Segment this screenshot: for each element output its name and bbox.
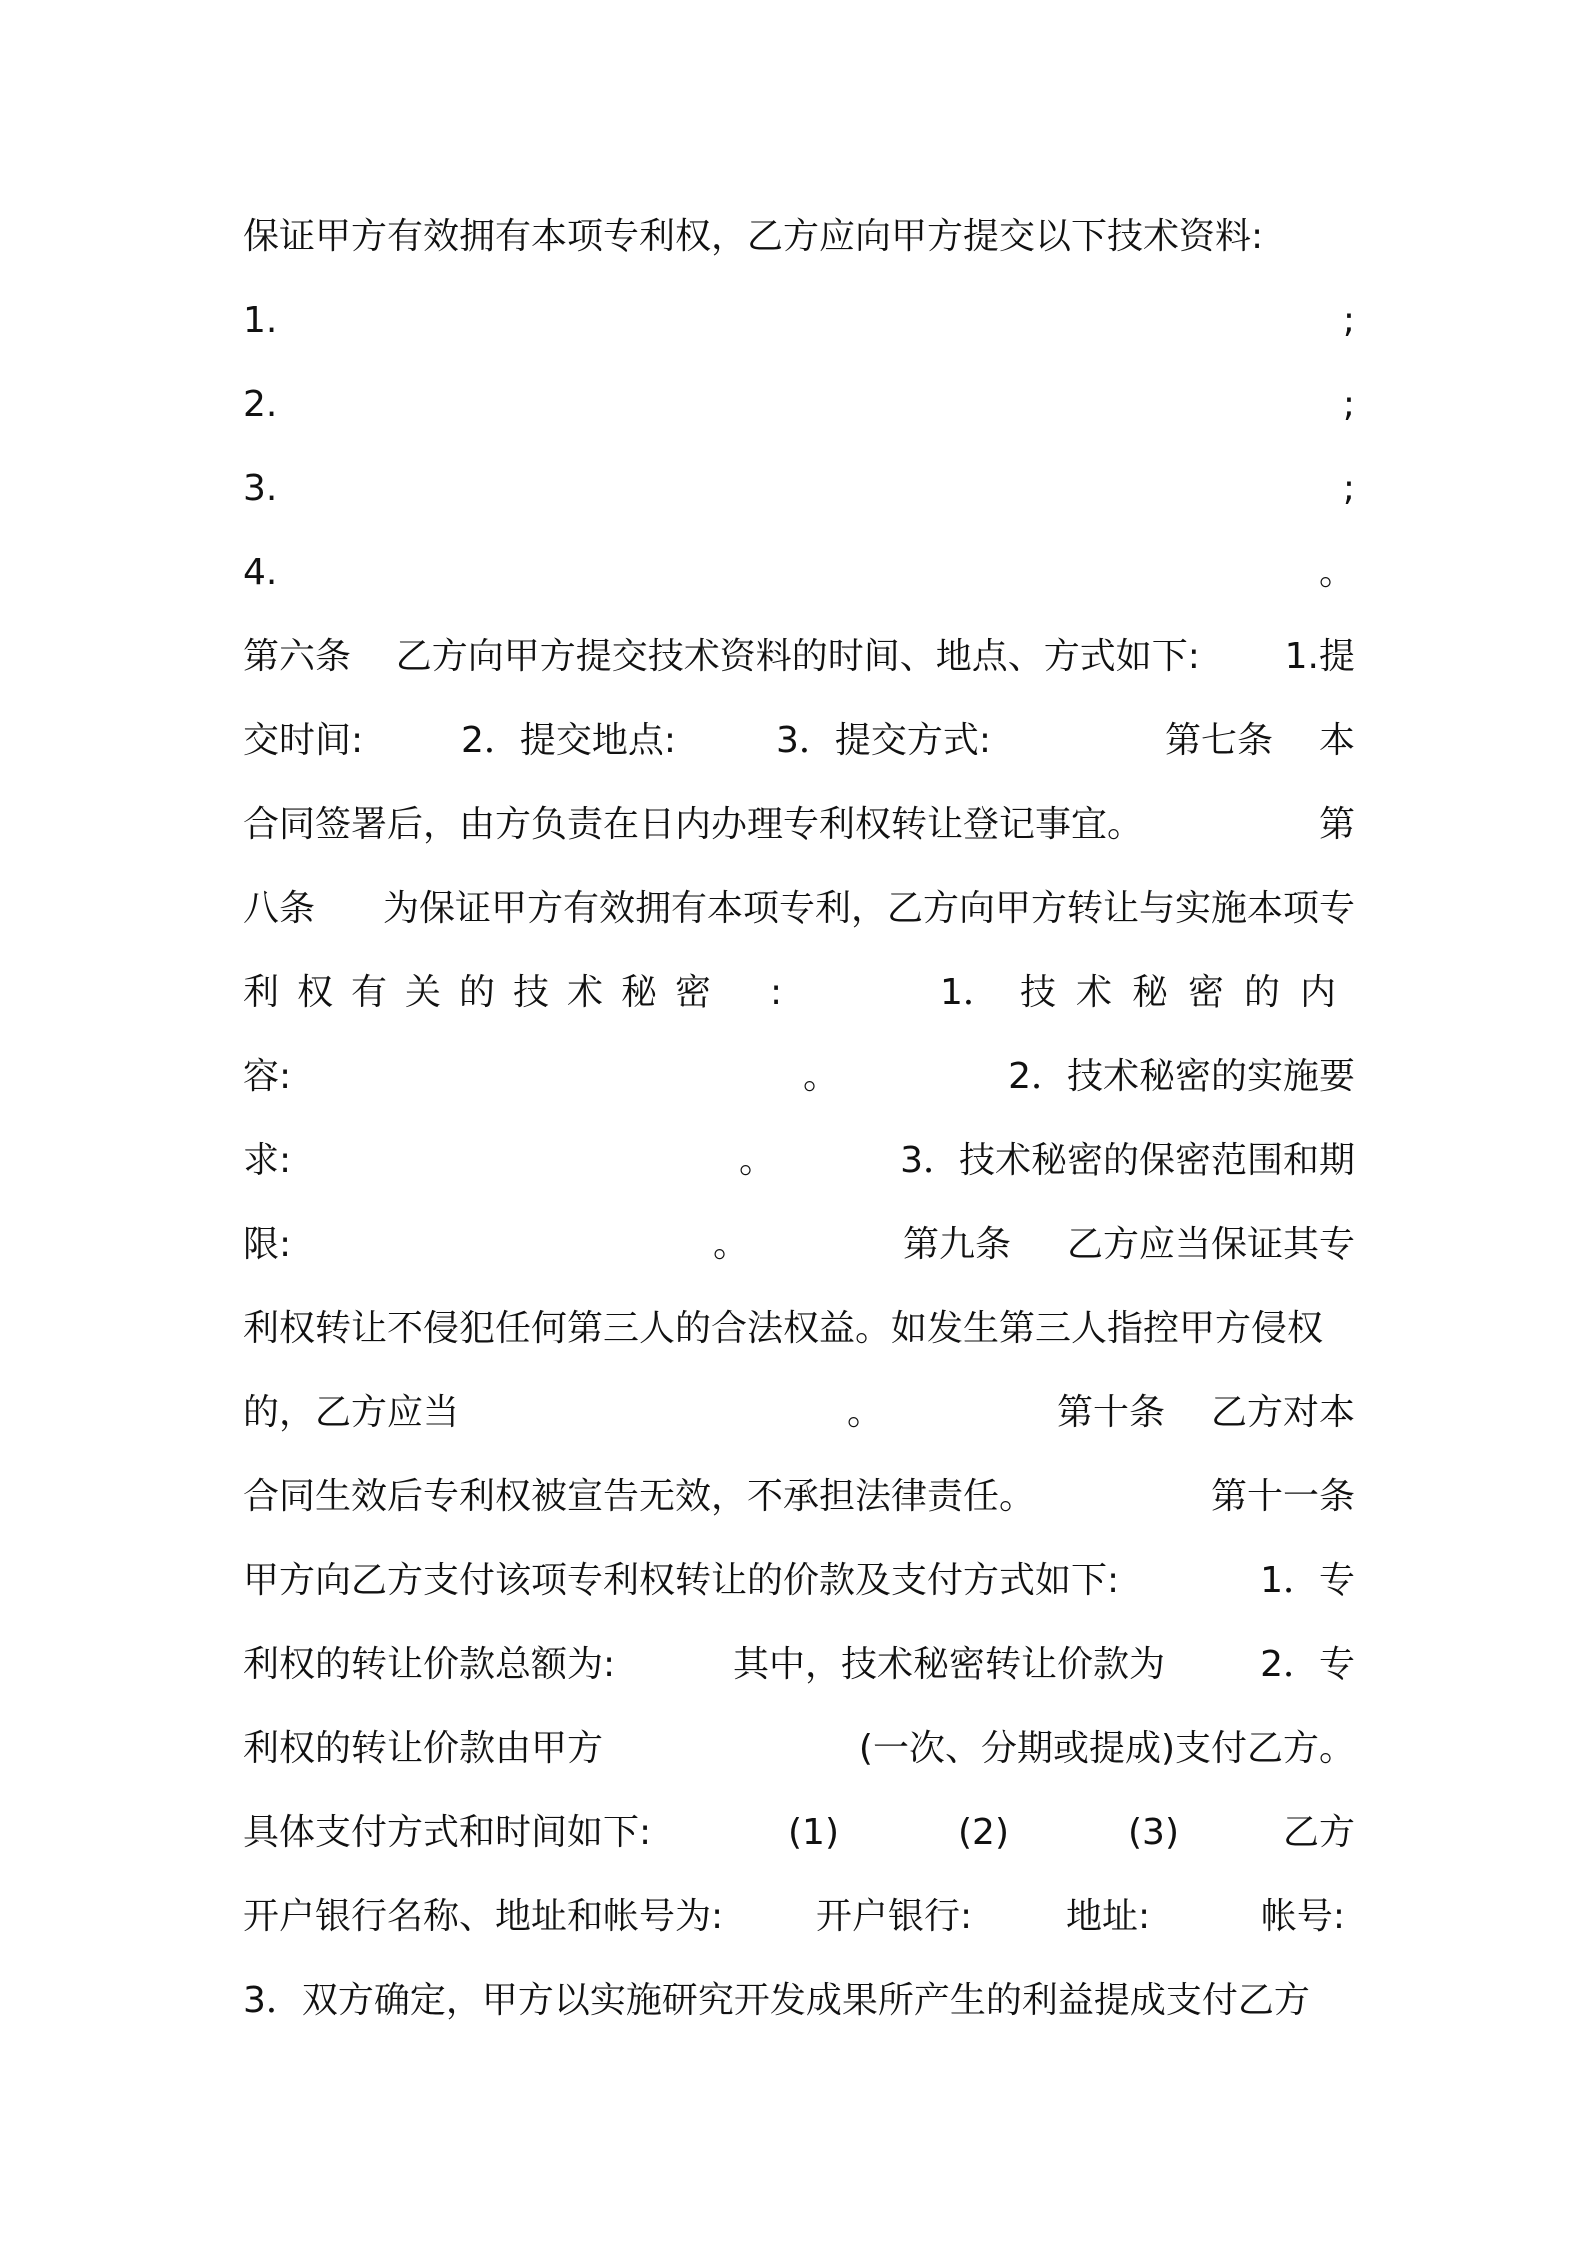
text-line bbox=[243, 1455, 1355, 1539]
text-segment: 的，乙方应当 bbox=[243, 1392, 460, 1433]
text-segment: 的 bbox=[459, 972, 496, 1013]
text-segment: 利权的转让价款总额为: bbox=[243, 1644, 616, 1685]
text-segment: 利 bbox=[243, 972, 280, 1013]
text-segment: 内 bbox=[1300, 972, 1337, 1013]
text-segment: 关 bbox=[405, 972, 442, 1013]
text-segment: 3．双方确定，甲方以实施研究开发成果所产生的利益提成支付乙方 bbox=[243, 1980, 1310, 2021]
list-item-number: 1. bbox=[243, 300, 278, 341]
text-segment: 具体支付方式和时间如下: bbox=[243, 1812, 652, 1853]
text-segment: 权 bbox=[297, 972, 334, 1013]
text-segment: 为保证甲方有效拥有本项专利，乙方向甲方转让与实施本项专 bbox=[382, 888, 1355, 929]
list-item-end: ; bbox=[1342, 384, 1355, 425]
list-item bbox=[243, 279, 1355, 363]
text-line bbox=[243, 1875, 1355, 1959]
text-segment: 。 bbox=[713, 1224, 750, 1265]
list-item-number: 4. bbox=[243, 552, 278, 593]
text-line bbox=[243, 1707, 1355, 1791]
text-line bbox=[243, 1119, 1355, 1203]
text-segment: 乙方向甲方提交技术资料的时间、地点、方式如下: bbox=[395, 636, 1200, 677]
text-segment: 术 bbox=[567, 972, 604, 1013]
text-line bbox=[243, 1959, 1355, 2043]
list-item-number: 3. bbox=[243, 468, 278, 509]
text-segment: 开户银行名称、地址和帐号为: bbox=[243, 1896, 724, 1937]
text-segment: 2．技术秘密的实施要 bbox=[1008, 1056, 1355, 1097]
text-segment: 合同签署后，由方负责在日内办理专利权转让登记事宜。 bbox=[243, 804, 1144, 845]
text-line bbox=[243, 951, 1355, 1035]
text-line bbox=[243, 1371, 1355, 1455]
text-segment: 技 bbox=[513, 972, 550, 1013]
list-item-number: 2. bbox=[243, 384, 278, 425]
text-segment: 限: bbox=[243, 1224, 292, 1265]
text-line bbox=[243, 1623, 1355, 1707]
text-segment: 乙方 bbox=[1282, 1812, 1355, 1853]
text-segment: 第七条 bbox=[1165, 720, 1274, 761]
text-line bbox=[243, 1791, 1355, 1875]
text-segment: (一次、分期或提成)支付乙方。 bbox=[858, 1728, 1355, 1769]
text-segment: 利权转让不侵犯任何第三人的合法权益。如发生第三人指控甲方侵权 bbox=[243, 1308, 1324, 1349]
list-item-end: ; bbox=[1342, 468, 1355, 509]
text-line bbox=[243, 1203, 1355, 1287]
text-segment: 密 bbox=[675, 972, 712, 1013]
text-segment: 第十一条 bbox=[1210, 1476, 1355, 1517]
text-segment: 。 bbox=[847, 1392, 884, 1433]
text-segment: 第九条 bbox=[903, 1224, 1012, 1265]
intro-text: 保证甲方有效拥有本项专利权，乙方应向甲方提交以下技术资料: bbox=[243, 216, 1264, 257]
text-segment: 帐号: bbox=[1260, 1896, 1345, 1937]
intro-line bbox=[243, 195, 1355, 279]
list-item bbox=[243, 363, 1355, 447]
text-segment: 本 bbox=[1318, 720, 1355, 761]
text-segment: 1． bbox=[940, 972, 999, 1013]
text-segment: 1.提 bbox=[1284, 636, 1355, 677]
list-item-end: ; bbox=[1342, 300, 1355, 341]
text-segment: 秘 bbox=[621, 972, 658, 1013]
text-segment: 其中，技术秘密转让价款为 bbox=[733, 1644, 1166, 1685]
text-segment: 开户银行: bbox=[816, 1896, 973, 1937]
text-segment: 乙方应当保证其专 bbox=[1066, 1224, 1355, 1265]
text-segment: 乙方对本 bbox=[1210, 1392, 1355, 1433]
text-segment: 3．技术秘密的保密范围和期 bbox=[900, 1140, 1355, 1181]
text-segment: 。 bbox=[739, 1140, 776, 1181]
text-segment: 有 bbox=[351, 972, 388, 1013]
list-item-end: 。 bbox=[1318, 552, 1355, 593]
text-segment: : bbox=[770, 972, 783, 1013]
text-line bbox=[243, 1539, 1355, 1623]
text-segment: 甲方向乙方支付该项专利权转让的价款及支付方式如下: bbox=[243, 1560, 1120, 1601]
text-segment: 。 bbox=[803, 1056, 840, 1097]
text-segment: 地址: bbox=[1066, 1896, 1151, 1937]
text-line bbox=[243, 867, 1355, 951]
text-segment: 密 bbox=[1188, 972, 1225, 1013]
text-segment: 第十条 bbox=[1057, 1392, 1166, 1433]
text-segment: 第 bbox=[1318, 804, 1355, 845]
text-segment: 容: bbox=[243, 1056, 292, 1097]
text-segment: (1) bbox=[788, 1812, 839, 1853]
text-segment: 术 bbox=[1076, 972, 1113, 1013]
text-line bbox=[243, 615, 1355, 699]
text-line bbox=[243, 1035, 1355, 1119]
text-segment: (2) bbox=[958, 1812, 1009, 1853]
text-segment: 秘 bbox=[1132, 972, 1169, 1013]
text-segment: 的 bbox=[1244, 972, 1281, 1013]
list-item bbox=[243, 447, 1355, 531]
text-segment: 第六条 bbox=[243, 636, 352, 677]
text-segment: 合同生效后专利权被宣告无效，不承担法律责任。 bbox=[243, 1476, 1036, 1517]
text-line bbox=[243, 1287, 1355, 1371]
document-body bbox=[243, 195, 1355, 2043]
text-segment: 八条 bbox=[243, 888, 316, 929]
text-segment: 3．提交方式: bbox=[776, 720, 992, 761]
list-item bbox=[243, 531, 1355, 615]
text-segment: 2．专 bbox=[1260, 1644, 1355, 1685]
text-segment: 交时间: bbox=[243, 720, 364, 761]
text-line bbox=[243, 783, 1355, 867]
text-segment: 技 bbox=[1020, 972, 1057, 1013]
text-segment: 求: bbox=[243, 1140, 292, 1181]
text-segment: 1．专 bbox=[1260, 1560, 1355, 1601]
text-segment: (3) bbox=[1128, 1812, 1179, 1853]
text-segment: 利权的转让价款由甲方 bbox=[243, 1728, 604, 1769]
text-line bbox=[243, 699, 1355, 783]
text-segment: 2．提交地点: bbox=[461, 720, 677, 761]
